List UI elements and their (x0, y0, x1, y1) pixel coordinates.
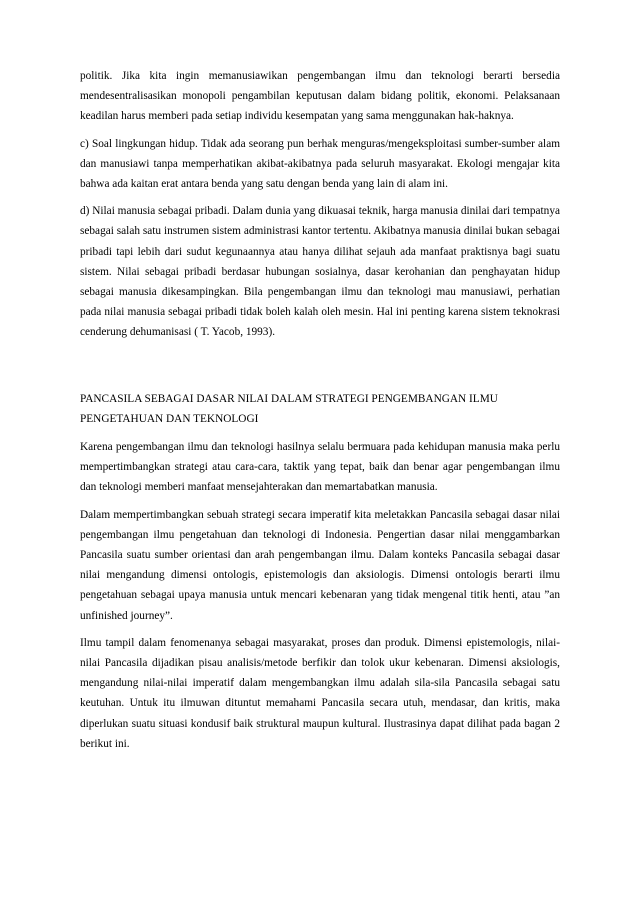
section-spacer (80, 350, 560, 389)
paragraph-lingkungan-hidup: c) Soal lingkungan hidup. Tidak ada seorang pun berhak menguras/mengeksploitasi sumber-sumber alam dan manusiawi tanpa memperhatikan akibat-akibatnya pada seluruh masyarakat. Ekologi mengajar kita bahwa ada kaitan erat antara benda yang satu dengan benda yang lain di alam ini. (80, 137, 560, 191)
document-page (80, 66, 560, 761)
section-heading: PANCASILA SEBAGAI DASAR NILAI DALAM STRATEGI PENGEMBANGAN ILMU PENGETAHUAN DAN TEKNOLOGI (80, 392, 498, 425)
paragraph-dasar-nilai: Dalam mempertimbangkan sebuah strategi secara imperatif kita meletakkan Pancasila sebagai dasar nilai pengembangan ilmu pengetahuan dan teknologi di Indonesia. Pengertian dasar nilai menggambarkan Pancasila suatu sumber orientasi dan arah pengembangan ilmu. Dalam konteks Pancasila sebagai dasar nilai mengandung dimensi ontologis, epistemologis dan aksiologis. Dimensi ontologis berarti ilmu pengetahuan sebagai upaya manusia untuk mencari kebenaran yang tidak mengenal titik henti, atau ”an unfinished journey”. (80, 508, 560, 622)
paragraph-strategi: Karena pengembangan ilmu dan teknologi hasilnya selalu bermuara pada kehidupan manusia maka perlu mempertimbangkan strategi atau cara-cara, taktik yang tepat, baik dan benar agar pengembangan ilmu dan teknologi memberi manfaat mensejahterakan dan memartabatkan manusia. (80, 441, 560, 494)
paragraph-nilai-manusia: d) Nilai manusia sebagai pribadi. Dalam dunia yang dikuasai teknik, harga manusia dinilai dari tempatnya sebagai salah satu instrumen sistem administrasi kantor tertentu. Akibatnya manusia dinilai bukan sebagai pribadi tapi lebih dari sudut kegunaannya atau hanya dilihat sejauh ada manfaat praktisnya bagi suatu sistem. Nilai sebagai pribadi berdasar hubungan sosialnya, dasar kerohanian dan penghayatan hidup sebagai manusia dikesampingkan. Bila pengembangan ilmu dan teknologi mau manusiawi, perhatian pada nilai manusia sebagai pribadi tidak boleh kalah oleh mesin. Hal ini penting karena sistem teknokrasi cenderung dehumanisasi ( T. Yacob, 1993). (80, 205, 560, 339)
paragraph-politik: politik. Jika kita ingin memanusiawikan pengembangan ilmu dan teknologi berarti bersedia mendesentralisasikan monopoli pengambilan keputusan dalam bidang politik, ekonomi. Pelaksanaan keadilan harus memberi pada setiap individu kesempatan yang sama menggunakan hak-haknya. (80, 70, 560, 123)
paragraph-dimensi: Ilmu tampil dalam fenomenanya sebagai masyarakat, proses dan produk. Dimensi epistemologis, nilai-nilai Pancasila dijadikan pisau analisis/metode berfikir dan tolok ukur kebenaran. Dimensi aksiologis, mengandung nilai-nilai imperatif dalam mengembangkan ilmu adalah sila-sila Pancasila sebagai satu keutuhan. Untuk itu ilmuwan dituntut memahami Pancasila secara utuh, mendasar, dan kritis, maka diperlukan suatu situasi kondusif baik struktural maupun kultural. Ilustrasinya dapat dilihat pada bagan 2 berikut ini. (80, 636, 560, 750)
